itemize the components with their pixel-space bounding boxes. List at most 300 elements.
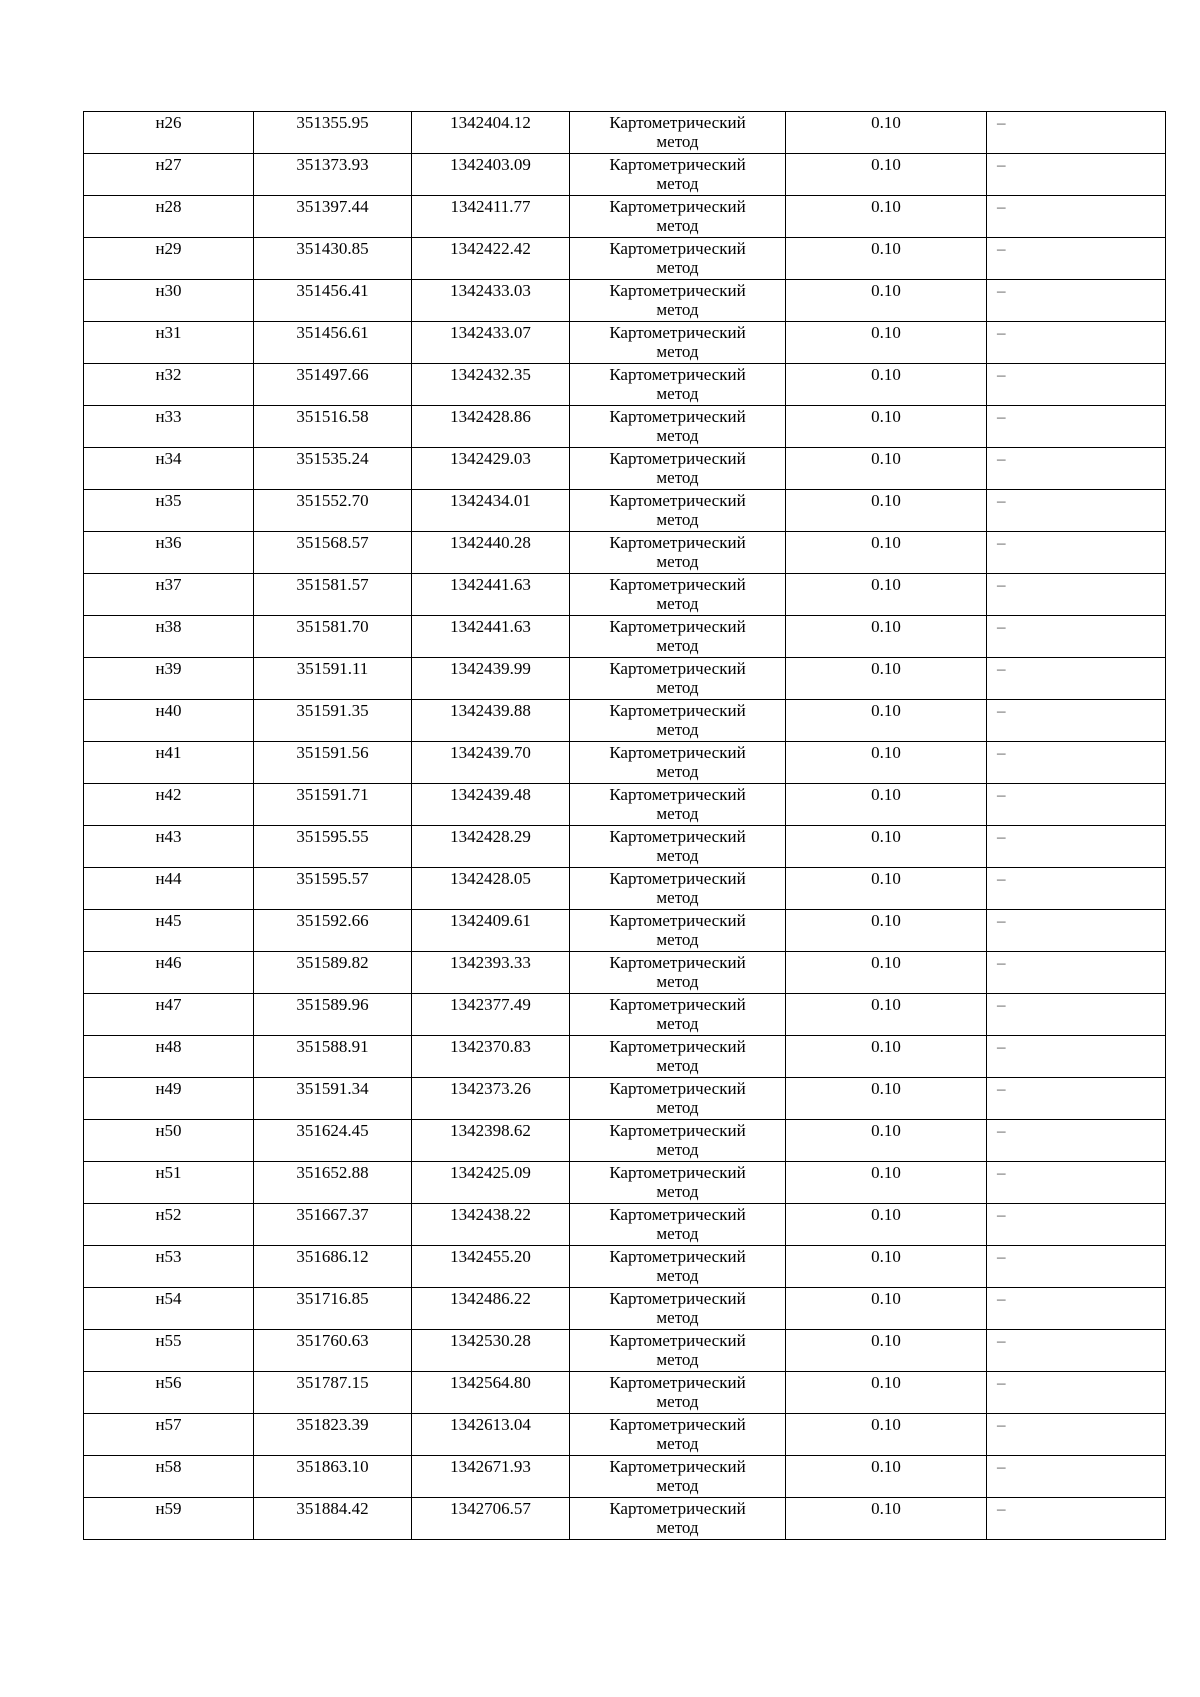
method-cell	[570, 784, 786, 826]
x-coordinate-cell	[254, 1288, 412, 1330]
x-coordinate-cell	[254, 826, 412, 868]
method-cell	[570, 616, 786, 658]
accuracy-cell	[786, 1120, 987, 1162]
method-line-2: метод	[656, 1140, 699, 1159]
accuracy-cell	[786, 1414, 987, 1456]
method-line-1: Картометрический	[609, 995, 746, 1014]
y-coordinate-cell	[412, 112, 570, 154]
method-line-2: метод	[656, 300, 699, 319]
method-cell	[570, 532, 786, 574]
note-value: –	[997, 785, 1006, 804]
x-coordinate: 351588.91	[296, 1037, 369, 1056]
point-number-cell	[84, 112, 254, 154]
point-number: н44	[155, 869, 182, 888]
x-coordinate: 351760.63	[296, 1331, 369, 1350]
table-row	[84, 826, 1166, 868]
note-value: –	[997, 869, 1006, 888]
note-value: –	[997, 575, 1006, 594]
note-cell	[987, 406, 1166, 448]
accuracy-cell	[786, 280, 987, 322]
y-coordinate-cell	[412, 280, 570, 322]
accuracy-value: 0.10	[871, 1499, 901, 1518]
accuracy-value: 0.10	[871, 533, 901, 552]
y-coordinate-cell	[412, 742, 570, 784]
point-number: н40	[155, 701, 182, 720]
table-row	[84, 700, 1166, 742]
x-coordinate: 351787.15	[296, 1373, 369, 1392]
method-cell	[570, 1078, 786, 1120]
point-number-cell	[84, 1204, 254, 1246]
y-coordinate-cell	[412, 1330, 570, 1372]
y-coordinate-cell	[412, 1456, 570, 1498]
x-coordinate: 351591.11	[296, 659, 369, 678]
note-value: –	[997, 1037, 1006, 1056]
x-coordinate: 351667.37	[296, 1205, 369, 1224]
point-number-cell	[84, 1330, 254, 1372]
x-coordinate-cell	[254, 574, 412, 616]
method-cell	[570, 700, 786, 742]
x-coordinate: 351884.42	[296, 1499, 369, 1518]
point-number-cell	[84, 574, 254, 616]
x-coordinate-cell	[254, 1456, 412, 1498]
y-coordinate-cell	[412, 1036, 570, 1078]
note-cell	[987, 1036, 1166, 1078]
accuracy-cell	[786, 448, 987, 490]
y-coordinate: 1342428.05	[450, 869, 531, 888]
note-cell	[987, 154, 1166, 196]
method-cell	[570, 1456, 786, 1498]
y-coordinate-cell	[412, 1162, 570, 1204]
y-coordinate-cell	[412, 952, 570, 994]
x-coordinate: 351624.45	[296, 1121, 369, 1140]
coordinates-table-body	[84, 112, 1166, 1540]
point-number-cell	[84, 952, 254, 994]
note-cell	[987, 532, 1166, 574]
method-line-2: метод	[656, 1350, 699, 1369]
method-line-1: Картометрический	[609, 1373, 746, 1392]
table-row	[84, 490, 1166, 532]
point-number: н43	[155, 827, 182, 846]
note-cell	[987, 364, 1166, 406]
accuracy-value: 0.10	[871, 575, 901, 594]
note-value: –	[997, 1205, 1006, 1224]
method-line-2: метод	[656, 930, 699, 949]
method-cell	[570, 574, 786, 616]
note-cell	[987, 112, 1166, 154]
table-row	[84, 658, 1166, 700]
table-row	[84, 280, 1166, 322]
method-line-2: метод	[656, 342, 699, 361]
note-value: –	[997, 827, 1006, 846]
method-line-2: метод	[656, 1224, 699, 1243]
note-value: –	[997, 281, 1006, 300]
x-coordinate-cell	[254, 868, 412, 910]
accuracy-cell	[786, 238, 987, 280]
y-coordinate-cell	[412, 322, 570, 364]
y-coordinate-cell	[412, 1204, 570, 1246]
method-line-1: Картометрический	[609, 1205, 746, 1224]
accuracy-value: 0.10	[871, 659, 901, 678]
table-row	[84, 574, 1166, 616]
y-coordinate: 1342373.26	[450, 1079, 531, 1098]
y-coordinate-cell	[412, 826, 570, 868]
note-value: –	[997, 743, 1006, 762]
table-row	[84, 952, 1166, 994]
y-coordinate-cell	[412, 364, 570, 406]
method-line-1: Картометрический	[609, 953, 746, 972]
method-cell	[570, 154, 786, 196]
accuracy-cell	[786, 1288, 987, 1330]
accuracy-value: 0.10	[871, 323, 901, 342]
note-value: –	[997, 659, 1006, 678]
method-line-2: метод	[656, 1056, 699, 1075]
method-line-2: метод	[656, 1434, 699, 1453]
x-coordinate-cell	[254, 1036, 412, 1078]
accuracy-cell	[786, 322, 987, 364]
y-coordinate-cell	[412, 700, 570, 742]
method-cell	[570, 1120, 786, 1162]
accuracy-value: 0.10	[871, 911, 901, 930]
point-number: н28	[155, 197, 182, 216]
table-row	[84, 868, 1166, 910]
note-cell	[987, 1204, 1166, 1246]
method-cell	[570, 1288, 786, 1330]
point-number-cell	[84, 784, 254, 826]
note-cell	[987, 280, 1166, 322]
point-number-cell	[84, 238, 254, 280]
y-coordinate-cell	[412, 196, 570, 238]
note-cell	[987, 868, 1166, 910]
method-line-1: Картометрический	[609, 449, 746, 468]
table-row	[84, 784, 1166, 826]
y-coordinate: 1342564.80	[450, 1373, 531, 1392]
point-number: н32	[155, 365, 182, 384]
note-cell	[987, 1456, 1166, 1498]
note-cell	[987, 994, 1166, 1036]
y-coordinate: 1342404.12	[450, 113, 531, 132]
note-value: –	[997, 449, 1006, 468]
x-coordinate-cell	[254, 1162, 412, 1204]
accuracy-value: 0.10	[871, 491, 901, 510]
x-coordinate-cell	[254, 1330, 412, 1372]
point-number: н26	[155, 113, 182, 132]
accuracy-cell	[786, 1078, 987, 1120]
accuracy-value: 0.10	[871, 197, 901, 216]
x-coordinate-cell	[254, 112, 412, 154]
x-coordinate: 351430.85	[296, 239, 369, 258]
point-number: н46	[155, 953, 182, 972]
accuracy-value: 0.10	[871, 1415, 901, 1434]
point-number: н30	[155, 281, 182, 300]
method-line-1: Картометрический	[609, 407, 746, 426]
table-row	[84, 1288, 1166, 1330]
x-coordinate: 351535.24	[296, 449, 369, 468]
x-coordinate: 351863.10	[296, 1457, 369, 1476]
accuracy-cell	[786, 532, 987, 574]
accuracy-cell	[786, 910, 987, 952]
method-line-2: метод	[656, 552, 699, 571]
note-value: –	[997, 1121, 1006, 1140]
point-number-cell	[84, 1498, 254, 1540]
x-coordinate: 351591.56	[296, 743, 369, 762]
method-line-1: Картометрический	[609, 323, 746, 342]
y-coordinate: 1342455.20	[450, 1247, 531, 1266]
y-coordinate-cell	[412, 1078, 570, 1120]
accuracy-value: 0.10	[871, 953, 901, 972]
method-cell	[570, 112, 786, 154]
table-row	[84, 910, 1166, 952]
method-cell	[570, 490, 786, 532]
y-coordinate: 1342428.29	[450, 827, 531, 846]
point-number: н54	[155, 1289, 182, 1308]
method-cell	[570, 1330, 786, 1372]
method-cell	[570, 1246, 786, 1288]
method-line-1: Картометрический	[609, 1289, 746, 1308]
accuracy-cell	[786, 1162, 987, 1204]
method-line-2: метод	[656, 888, 699, 907]
method-cell	[570, 910, 786, 952]
accuracy-value: 0.10	[871, 449, 901, 468]
method-line-2: метод	[656, 678, 699, 697]
method-line-1: Картометрический	[609, 1121, 746, 1140]
method-cell	[570, 406, 786, 448]
accuracy-value: 0.10	[871, 1163, 901, 1182]
method-line-1: Картометрический	[609, 1247, 746, 1266]
x-coordinate-cell	[254, 1246, 412, 1288]
point-number-cell	[84, 616, 254, 658]
method-cell	[570, 1162, 786, 1204]
point-number: н39	[155, 659, 182, 678]
method-line-2: метод	[656, 510, 699, 529]
method-cell	[570, 742, 786, 784]
y-coordinate: 1342439.88	[450, 701, 531, 720]
point-number-cell	[84, 1078, 254, 1120]
method-line-1: Картометрический	[609, 1331, 746, 1350]
y-coordinate-cell	[412, 406, 570, 448]
method-line-1: Картометрический	[609, 575, 746, 594]
accuracy-cell	[786, 1204, 987, 1246]
point-number-cell	[84, 406, 254, 448]
point-number: н33	[155, 407, 182, 426]
x-coordinate: 351516.58	[296, 407, 369, 426]
table-row	[84, 742, 1166, 784]
x-coordinate: 351686.12	[296, 1247, 369, 1266]
note-cell	[987, 1372, 1166, 1414]
point-number: н36	[155, 533, 182, 552]
y-coordinate-cell	[412, 532, 570, 574]
point-number: н51	[155, 1163, 182, 1182]
note-value: –	[997, 911, 1006, 930]
x-coordinate-cell	[254, 994, 412, 1036]
x-coordinate: 351592.66	[296, 911, 369, 930]
method-cell	[570, 1372, 786, 1414]
y-coordinate: 1342377.49	[450, 995, 531, 1014]
method-cell	[570, 448, 786, 490]
y-coordinate-cell	[412, 1288, 570, 1330]
point-number-cell	[84, 1414, 254, 1456]
y-coordinate: 1342440.28	[450, 533, 531, 552]
note-cell	[987, 238, 1166, 280]
method-line-2: метод	[656, 972, 699, 991]
note-cell	[987, 322, 1166, 364]
point-number: н59	[155, 1499, 182, 1518]
method-line-1: Картометрический	[609, 155, 746, 174]
point-number-cell	[84, 196, 254, 238]
point-number-cell	[84, 994, 254, 1036]
method-line-1: Картометрический	[609, 869, 746, 888]
method-line-1: Картометрический	[609, 491, 746, 510]
point-number-cell	[84, 1246, 254, 1288]
method-line-1: Картометрический	[609, 1499, 746, 1518]
y-coordinate: 1342393.33	[450, 953, 531, 972]
x-coordinate-cell	[254, 658, 412, 700]
x-coordinate-cell	[254, 784, 412, 826]
note-cell	[987, 1078, 1166, 1120]
x-coordinate: 351552.70	[296, 491, 369, 510]
point-number-cell	[84, 1120, 254, 1162]
y-coordinate: 1342429.03	[450, 449, 531, 468]
x-coordinate-cell	[254, 700, 412, 742]
method-line-2: метод	[656, 174, 699, 193]
table-row	[84, 1246, 1166, 1288]
x-coordinate-cell	[254, 1414, 412, 1456]
x-coordinate-cell	[254, 532, 412, 574]
note-cell	[987, 1498, 1166, 1540]
accuracy-value: 0.10	[871, 407, 901, 426]
accuracy-value: 0.10	[871, 869, 901, 888]
method-line-2: метод	[656, 594, 699, 613]
x-coordinate-cell	[254, 406, 412, 448]
y-coordinate: 1342398.62	[450, 1121, 531, 1140]
point-number: н50	[155, 1121, 182, 1140]
x-coordinate: 351652.88	[296, 1163, 369, 1182]
x-coordinate: 351589.82	[296, 953, 369, 972]
method-line-2: метод	[656, 762, 699, 781]
accuracy-cell	[786, 742, 987, 784]
accuracy-cell	[786, 406, 987, 448]
accuracy-value: 0.10	[871, 743, 901, 762]
y-coordinate-cell	[412, 154, 570, 196]
table-row	[84, 1036, 1166, 1078]
x-coordinate: 351497.66	[296, 365, 369, 384]
method-line-2: метод	[656, 1266, 699, 1285]
point-number: н55	[155, 1331, 182, 1350]
x-coordinate-cell	[254, 322, 412, 364]
method-cell	[570, 952, 786, 994]
x-coordinate: 351355.95	[296, 113, 369, 132]
method-line-1: Картометрический	[609, 197, 746, 216]
note-value: –	[997, 1331, 1006, 1350]
note-value: –	[997, 953, 1006, 972]
note-value: –	[997, 113, 1006, 132]
table-row	[84, 322, 1166, 364]
note-cell	[987, 448, 1166, 490]
y-coordinate: 1342433.07	[450, 323, 531, 342]
accuracy-value: 0.10	[871, 701, 901, 720]
x-coordinate-cell	[254, 196, 412, 238]
accuracy-value: 0.10	[871, 239, 901, 258]
note-cell	[987, 1162, 1166, 1204]
method-line-1: Картометрический	[609, 1163, 746, 1182]
point-number: н53	[155, 1247, 182, 1266]
method-cell	[570, 322, 786, 364]
note-value: –	[997, 1289, 1006, 1308]
table-row	[84, 196, 1166, 238]
method-line-2: метод	[656, 468, 699, 487]
note-value: –	[997, 1373, 1006, 1392]
method-line-2: метод	[656, 258, 699, 277]
accuracy-value: 0.10	[871, 785, 901, 804]
accuracy-cell	[786, 1498, 987, 1540]
accuracy-value: 0.10	[871, 113, 901, 132]
x-coordinate: 351589.96	[296, 995, 369, 1014]
method-line-1: Картометрический	[609, 911, 746, 930]
y-coordinate-cell	[412, 616, 570, 658]
table-row	[84, 1078, 1166, 1120]
point-number: н49	[155, 1079, 182, 1098]
point-number-cell	[84, 448, 254, 490]
accuracy-value: 0.10	[871, 1289, 901, 1308]
method-line-2: метод	[656, 1476, 699, 1495]
x-coordinate: 351591.34	[296, 1079, 369, 1098]
y-coordinate: 1342433.03	[450, 281, 531, 300]
method-line-1: Картометрический	[609, 659, 746, 678]
y-coordinate-cell	[412, 238, 570, 280]
x-coordinate: 351568.57	[296, 533, 369, 552]
accuracy-value: 0.10	[871, 1079, 901, 1098]
point-number: н52	[155, 1205, 182, 1224]
method-cell	[570, 196, 786, 238]
point-number: н34	[155, 449, 182, 468]
method-cell	[570, 1036, 786, 1078]
y-coordinate: 1342434.01	[450, 491, 531, 510]
accuracy-cell	[786, 826, 987, 868]
point-number-cell	[84, 1372, 254, 1414]
y-coordinate: 1342428.86	[450, 407, 531, 426]
table-row	[84, 616, 1166, 658]
y-coordinate-cell	[412, 910, 570, 952]
y-coordinate-cell	[412, 868, 570, 910]
method-line-1: Картометрический	[609, 1415, 746, 1434]
x-coordinate: 351581.70	[296, 617, 369, 636]
table-row	[84, 1372, 1166, 1414]
point-number-cell	[84, 364, 254, 406]
accuracy-cell	[786, 784, 987, 826]
note-cell	[987, 1246, 1166, 1288]
note-cell	[987, 742, 1166, 784]
x-coordinate: 351456.41	[296, 281, 369, 300]
note-cell	[987, 826, 1166, 868]
point-number: н47	[155, 995, 182, 1014]
x-coordinate: 351595.55	[296, 827, 369, 846]
method-line-2: метод	[656, 132, 699, 151]
x-coordinate: 351716.85	[296, 1289, 369, 1308]
method-line-2: метод	[656, 1182, 699, 1201]
method-line-1: Картометрический	[609, 1457, 746, 1476]
accuracy-value: 0.10	[871, 1373, 901, 1392]
table-row	[84, 994, 1166, 1036]
table-row	[84, 532, 1166, 574]
note-value: –	[997, 701, 1006, 720]
note-cell	[987, 910, 1166, 952]
method-cell	[570, 994, 786, 1036]
note-value: –	[997, 617, 1006, 636]
method-line-2: метод	[656, 1308, 699, 1327]
table-row	[84, 238, 1166, 280]
note-cell	[987, 700, 1166, 742]
point-number: н57	[155, 1415, 182, 1434]
method-line-1: Картометрический	[609, 617, 746, 636]
